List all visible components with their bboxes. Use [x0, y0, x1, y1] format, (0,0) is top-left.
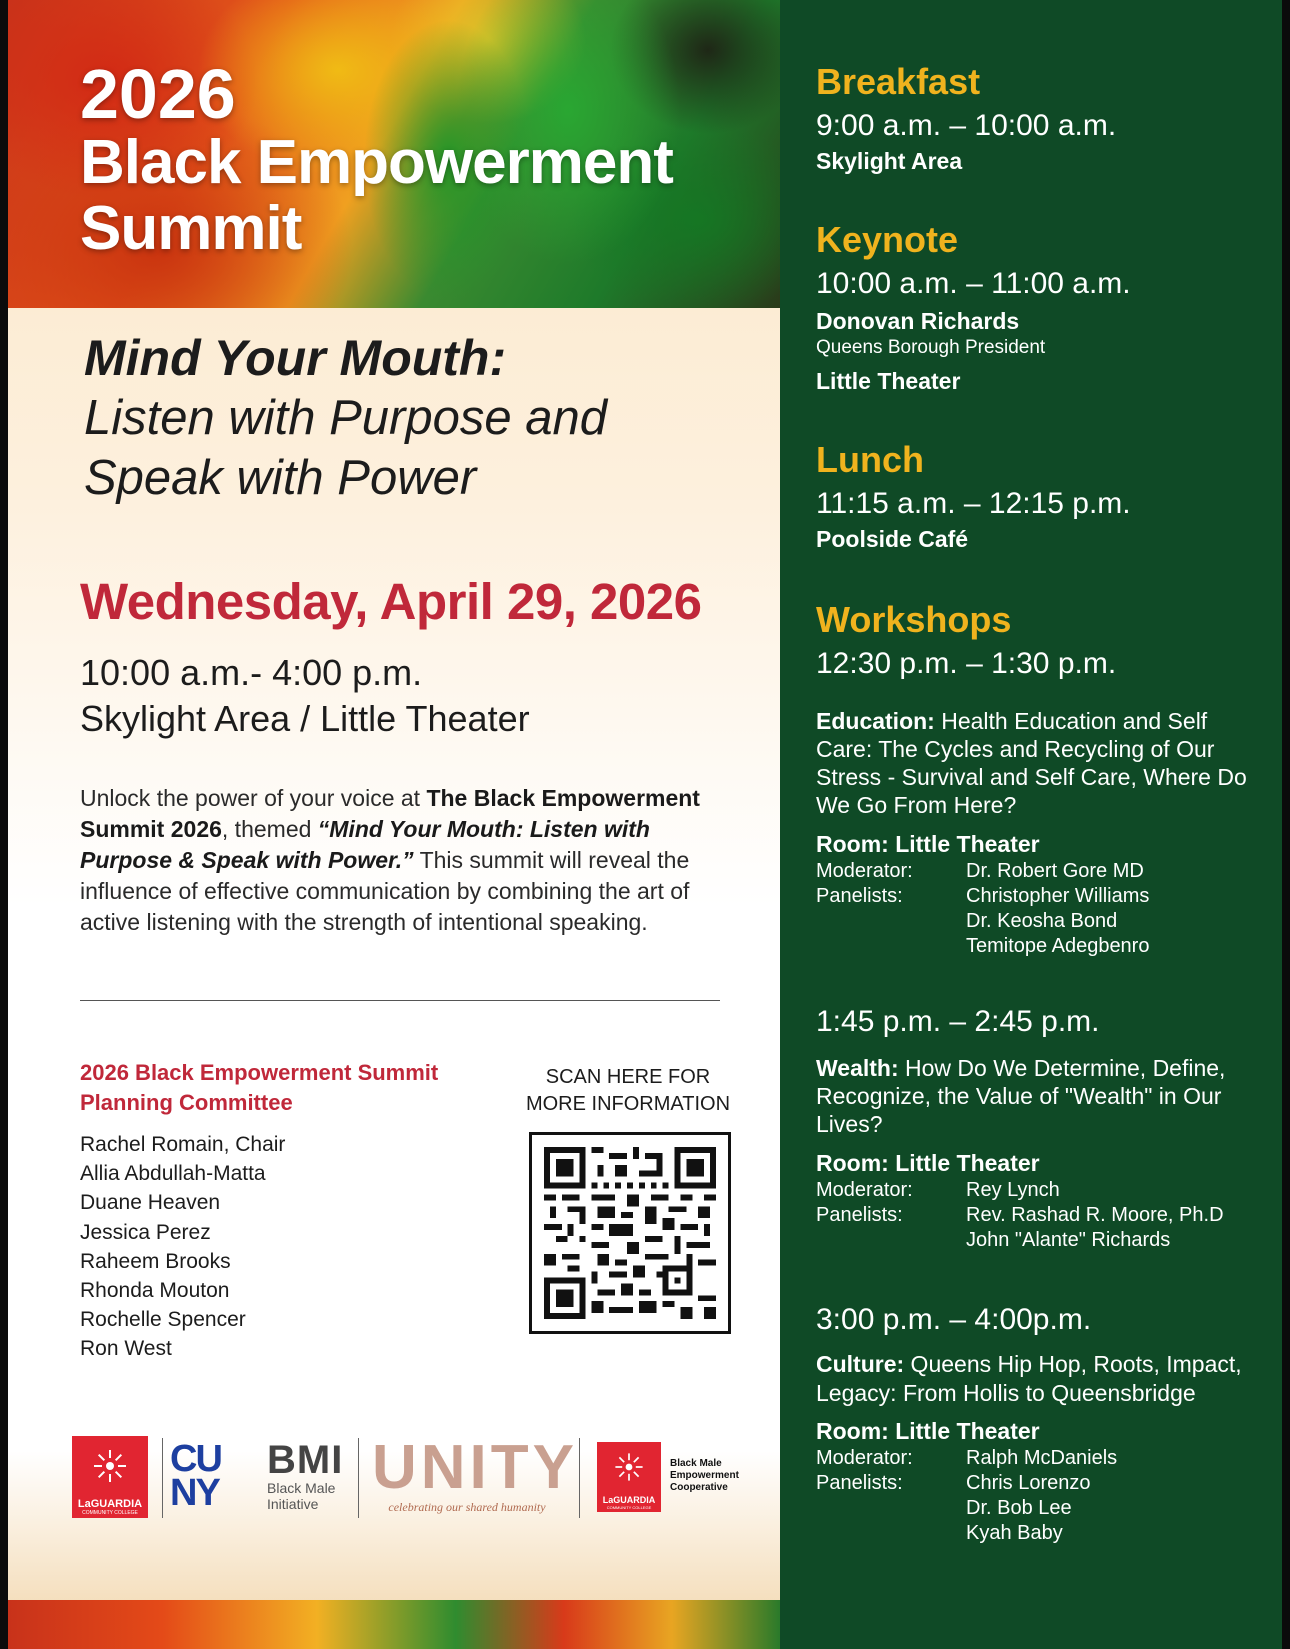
cuny-top: CU: [170, 1438, 221, 1480]
description-text-3: This summit will reveal the influence of effective communication by combining the art of active listening with the strength of intentional speaking.: [80, 847, 690, 935]
bmi-line-1: Black Male: [267, 1480, 336, 1496]
panelist-name: Rev. Rashad R. Moore, Ph.D: [966, 1204, 1224, 1226]
bmec-laguardia-logo: [597, 1442, 661, 1512]
moderator-name: Dr. Robert Gore MD: [966, 860, 1144, 882]
description-bold-1: The Black Empowerment Summit 2026: [80, 785, 700, 842]
bmec-line-3: Cooperative: [670, 1482, 728, 1493]
workshop-track: Wealth:: [816, 1055, 899, 1081]
event-description: [80, 783, 740, 938]
committee-member: Rochelle Spencer: [80, 1308, 246, 1332]
title-year: 2026: [80, 55, 236, 133]
planning-committee: [80, 1058, 500, 1364]
breakfast-location: Skylight Area: [816, 148, 963, 174]
keynote-time: 10:00 a.m. – 11:00 a.m.: [816, 267, 1131, 300]
moderator-label: Moderator:: [816, 1447, 913, 1469]
scan-label-line-1: SCAN HERE FOR: [545, 1066, 711, 1088]
scan-label-line-2: MORE INFORMATION: [525, 1093, 731, 1115]
cuny-bottom: NY: [170, 1472, 219, 1514]
keynote-heading: Keynote: [816, 219, 959, 260]
description-bold-2: “Mind Your Mouth: Listen with Purpose & Speak with Power.”: [80, 816, 650, 873]
workshop-description: [816, 1054, 1266, 1138]
laguardia-star-icon: [90, 1446, 130, 1486]
committee-title: [80, 1058, 500, 1118]
workshop-panelists-row: [816, 1471, 1266, 1546]
workshop-description: [816, 1350, 1266, 1408]
lunch-heading: Lunch: [816, 439, 924, 480]
workshop-room: Room: Little Theater: [816, 831, 1040, 857]
title-line-1: Black Empowerment: [80, 128, 673, 197]
panelist-name: Chris Lorenzo: [966, 1472, 1091, 1494]
theme: [84, 328, 607, 508]
unity-wordmark: UNITY: [372, 1433, 578, 1502]
description-text-1: Unlock the power of your voice at: [80, 785, 427, 811]
title-line-2: Summit: [80, 194, 302, 263]
bmi-logo: [267, 1440, 343, 1512]
workshop-moderator-row: [816, 859, 1266, 884]
breakfast-heading: Breakfast: [816, 61, 981, 102]
panelists-label: Panelists:: [816, 1472, 903, 1494]
workshop-panelists-row: [816, 884, 1266, 959]
keynote-speaker-title: Queens Borough President: [816, 337, 1046, 358]
event-time: 10:00 a.m.- 4:00 p.m.: [80, 652, 423, 693]
logo-divider: [579, 1438, 580, 1518]
laguardia-sub: COMMUNITY COLLEGE: [82, 1510, 138, 1516]
cuny-logo: [170, 1438, 221, 1514]
workshop-description: [816, 707, 1266, 819]
keynote-speaker: Donovan Richards: [816, 308, 1020, 334]
header-banner: [8, 0, 780, 308]
qr-code-pattern: [544, 1147, 716, 1319]
committee-title-line-1: 2026 Black Empowerment Summit: [80, 1060, 439, 1085]
lunch-time: 11:15 a.m. – 12:15 p.m.: [816, 487, 1131, 520]
panelist-name: Temitope Adegbenro: [966, 935, 1150, 957]
panelist-name: Dr. Keosha Bond: [966, 910, 1118, 932]
workshop-time: 12:30 p.m. – 1:30 p.m.: [816, 647, 1117, 680]
laguardia-name: LaGUARDIA: [77, 1498, 143, 1510]
logo-divider: [358, 1438, 359, 1518]
summit-title: [80, 55, 673, 263]
committee-member: Rachel Romain, Chair: [80, 1133, 286, 1156]
workshop-session: [816, 707, 1266, 959]
event-location: Skylight Area / Little Theater: [80, 698, 530, 739]
laguardia-name: LaGUARDIA: [602, 1495, 656, 1505]
schedule-panel: [780, 0, 1282, 1649]
breakfast-section: [816, 62, 1266, 176]
event-date: Wednesday, April 29, 2026: [80, 573, 702, 630]
panelists-label: Panelists:: [816, 885, 903, 907]
panelist-name: Dr. Bob Lee: [966, 1497, 1072, 1519]
workshop-room: Room: Little Theater: [816, 1418, 1040, 1444]
keynote-location: Little Theater: [816, 368, 961, 394]
workshop-topic: Health Education and Self Care: The Cycles and Recycling of Our Stress - Survival and Self Care, Where Do We Go From Here?: [816, 708, 1247, 818]
moderator-name: Ralph McDaniels: [966, 1447, 1118, 1469]
workshop-topic: Queens Hip Hop, Roots, Impact, Legacy: From Hollis to Queensbridge: [816, 1351, 1242, 1406]
moderator-label: Moderator:: [816, 860, 913, 882]
event-time-location: [80, 650, 530, 742]
committee-list: [80, 1130, 500, 1364]
theme-subtitle-2: Speak with Power: [84, 451, 477, 505]
lunch-section: [816, 440, 1266, 554]
logo-divider: [162, 1438, 163, 1518]
workshop-session: [816, 1302, 1266, 1546]
bmec-line-2: Empowerment: [670, 1470, 739, 1481]
bmec-text: [670, 1458, 739, 1494]
breakfast-time: 9:00 a.m. – 10:00 a.m.: [816, 109, 1117, 142]
committee-member: Jessica Perez: [80, 1220, 211, 1244]
workshop-panelists-row: [816, 1203, 1266, 1253]
workshop-time: 1:45 p.m. – 2:45 p.m.: [816, 1005, 1100, 1038]
keynote-section: [816, 220, 1266, 396]
committee-member: Raheem Brooks: [80, 1249, 231, 1273]
laguardia-logo: [72, 1436, 148, 1518]
qr-code[interactable]: [529, 1132, 731, 1334]
committee-member: Allia Abdullah-Matta: [80, 1162, 266, 1186]
panelist-name: Christopher Williams: [966, 885, 1150, 907]
unity-logo: [372, 1433, 578, 1515]
bmec-line-1: Black Male: [670, 1458, 722, 1469]
workshop-track: Education:: [816, 708, 935, 734]
committee-member: Ron West: [80, 1337, 172, 1361]
scan-label: [523, 1064, 733, 1118]
sponsor-logos: [65, 1433, 755, 1520]
panelists-label: Panelists:: [816, 1204, 903, 1226]
theme-subtitle-1: Listen with Purpose and: [84, 391, 607, 445]
footer-banner: [8, 1600, 780, 1649]
moderator-label: Moderator:: [816, 1179, 913, 1201]
moderator-name: Rey Lynch: [966, 1179, 1060, 1201]
bmi-acronym: BMI: [267, 1438, 344, 1482]
workshop-session: [816, 1004, 1266, 1253]
left-column: [8, 0, 780, 1649]
flyer: [8, 0, 1282, 1649]
workshops-section: [816, 600, 1266, 682]
workshop-time: 3:00 p.m. – 4:00p.m.: [816, 1303, 1092, 1336]
workshops-heading: Workshops: [816, 599, 1012, 640]
workshop-room: Room: Little Theater: [816, 1150, 1040, 1176]
laguardia-star-icon: [612, 1450, 646, 1484]
workshop-moderator-row: [816, 1178, 1266, 1203]
workshop-track: Culture:: [816, 1351, 905, 1377]
panelist-name: John "Alante" Richards: [966, 1229, 1171, 1251]
divider: [80, 1000, 720, 1001]
unity-tagline: celebrating our shared humanity: [388, 1500, 546, 1514]
theme-title: Mind Your Mouth:: [84, 330, 507, 386]
description-text-2: , themed: [221, 816, 318, 842]
workshop-topic: How Do We Determine, Define, Recognize, the Value of "Wealth" in Our Lives?: [816, 1055, 1226, 1137]
bmi-line-2: Initiative: [267, 1496, 319, 1512]
committee-title-line-2: Planning Committee: [80, 1090, 293, 1115]
lunch-location: Poolside Café: [816, 526, 969, 552]
panelist-name: Kyah Baby: [966, 1522, 1063, 1544]
workshop-moderator-row: [816, 1446, 1266, 1471]
committee-member: Duane Heaven: [80, 1191, 221, 1215]
laguardia-sub: COMMUNITY COLLEGE: [606, 1505, 652, 1510]
committee-member: Rhonda Mouton: [80, 1279, 230, 1303]
